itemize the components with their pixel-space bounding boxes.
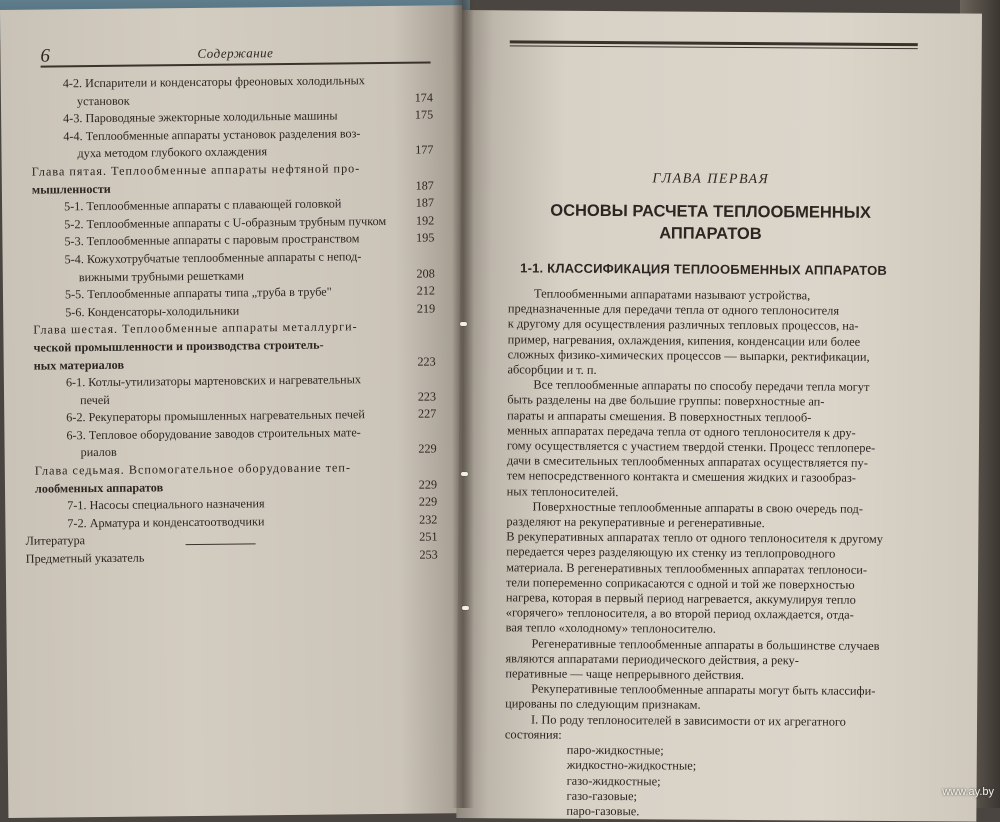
toc-entry-text: вижными трубными решетками xyxy=(78,267,245,284)
toc-entry-text: 6-1. Котлы-утилизаторы мартеновских и нагревательных xyxy=(65,372,362,390)
toc-entry-text: печей xyxy=(80,392,110,407)
text-line: предназначенные для передачи тепла от одного теплоносителя xyxy=(507,301,840,318)
toc-entry-text: 4-2. Испарители и конденсаторы фреоновых холодильных xyxy=(62,73,365,91)
watermark: www.ay.by xyxy=(942,786,994,798)
toc-entry-text: 7-1. Насосы специального назначения xyxy=(67,496,265,513)
text-line: являются аппаратами периодического действия, а реку- xyxy=(505,651,799,668)
toc-entry-text: ных материалов xyxy=(33,357,125,373)
chapter-label: ГЛАВА ПЕРВАЯ xyxy=(652,171,770,188)
toc-entry xyxy=(26,546,438,568)
page-number: 6 xyxy=(40,45,51,67)
toc-entry-text: 7-2. Арматура и конденсатоотводчики xyxy=(67,514,265,531)
toc-page-number: 195 xyxy=(416,230,435,245)
toc-entry-text: 5-1. Теплообменные аппараты с плавающей головкой xyxy=(63,196,342,214)
paragraph xyxy=(505,682,949,716)
list-item: жидкостно-жидкостные; xyxy=(566,758,697,773)
toc-page-number: 187 xyxy=(415,195,435,210)
top-rule-thin xyxy=(510,45,918,49)
toc-page-number: 175 xyxy=(414,107,434,122)
left-page xyxy=(0,5,470,818)
text-line: Все теплообменные аппараты по способу передачи тепла могут xyxy=(533,377,870,395)
chapter-title-line: ОСНОВЫ РАСЧЕТА ТЕПЛООБМЕННЫХ xyxy=(550,201,871,222)
toc-entry-text: 6-2. Рекуператоры промышленных нагревательных печей xyxy=(66,407,365,425)
toc-page-number: 219 xyxy=(416,301,436,316)
text-line: Поверхностные теплообменные аппараты в свою очередь под- xyxy=(532,499,863,516)
toc-page-number: 192 xyxy=(415,213,435,228)
toc-page-number: 253 xyxy=(419,547,438,562)
toc-page-number: 177 xyxy=(415,142,434,158)
binding-stitch xyxy=(461,472,468,476)
toc-page-number: 232 xyxy=(419,512,438,527)
toc-entry-text: 5-3. Теплообменные аппараты с паровым пространством xyxy=(64,231,360,249)
toc-entry-text: Литература xyxy=(25,533,86,549)
right-page xyxy=(456,10,982,822)
toc-page-number: 212 xyxy=(416,283,436,298)
list-item: паро-газовые. xyxy=(566,803,640,819)
paragraph xyxy=(507,286,952,380)
text-line: разделяют на рекуперативные и регенеративные. xyxy=(506,514,765,531)
toc-entry-text: Предметный указатель xyxy=(25,550,145,566)
chapter-title-line: АППАРАТОВ xyxy=(659,224,762,244)
text-line: Рекуперативные теплообменные аппараты могут быть классифи- xyxy=(531,681,876,699)
section-title: 1-1. КЛАССИФИКАЦИЯ ТЕПЛООБМЕННЫХ АППАРАТОВ xyxy=(520,260,888,278)
text-line: сложных физико-химических процессов — выпарки, ректификации, xyxy=(507,347,870,364)
toc-page-number: 208 xyxy=(416,265,435,281)
toc-entry-text: духа методом глубокого охлаждения xyxy=(77,144,268,161)
chapter-title xyxy=(500,199,920,246)
paragraph xyxy=(506,499,951,639)
toc-entry-text: 4-3. Пароводяные эжекторные холодильные машины xyxy=(63,108,338,126)
toc-page-number: 251 xyxy=(419,529,438,545)
text-line: перативные — чаще непрерывного действия. xyxy=(505,666,745,683)
text-line: Регенеративные теплообменные аппараты в большинстве случаев xyxy=(531,636,880,653)
toc-page-number: 223 xyxy=(417,353,436,369)
text-line: вая тепло «холодному» теплоносителю. xyxy=(505,620,716,637)
text-line: ных теплоносителей. xyxy=(506,483,619,499)
toc-page-number: 229 xyxy=(418,494,438,509)
text-line: «горячего» теплоносителя, а во второй период охлаждается, отда- xyxy=(505,605,854,623)
book-gutter xyxy=(452,0,474,808)
text-line: тели попеременно соприкасаются с одной и той же поверхностью xyxy=(505,575,855,592)
text-line: нагрева, которая в первый период нагревается, аккумулируя тепло xyxy=(505,590,856,607)
toc-page-number: 187 xyxy=(415,178,434,193)
paragraph xyxy=(507,378,952,503)
text-line: тем непосредственного контакта и смешения жидких и газообраз- xyxy=(506,468,856,486)
toc-entry-text: лообменных аппаратов xyxy=(34,479,164,496)
binding-stitch xyxy=(462,606,469,610)
list-item: паро-жидкостные; xyxy=(566,742,664,758)
toc-entry-text: 6-3. Тепловое оборудование заводов строительных мате- xyxy=(66,425,361,443)
toc-entry-text: 4-4. Теплообменные аппараты установок разделения воз- xyxy=(63,126,361,144)
list-item: газо-жидкостные; xyxy=(566,773,661,788)
toc-entry-text: Глава седьмая. Вспомогательное оборудование теп- xyxy=(34,460,352,478)
text-line: цированы по следующим признакам. xyxy=(505,696,701,713)
toc-entry-text: Глава шестая. Теплообменные аппараты металлурги- xyxy=(33,319,358,337)
table-of-contents xyxy=(21,71,438,568)
toc-page-number: 174 xyxy=(414,90,434,105)
toc-entry-text: риалов xyxy=(80,445,117,460)
text-line: I. По роду теплоносителей в зависимости от их агрегатного xyxy=(531,712,846,729)
toc-entry-text: установок xyxy=(76,93,130,108)
text-line: параты и аппараты смешения. В поверхностных теплооб- xyxy=(507,407,812,425)
toc-entry-text: мышленности xyxy=(31,181,111,197)
toc-page-number: 229 xyxy=(418,477,438,492)
text-line: состояния: xyxy=(504,727,562,742)
text-line: материала. В регенеративных теплообменных аппаратах теплоноси- xyxy=(506,559,868,577)
paragraph xyxy=(505,636,949,685)
toc-entry-text: 5-5. Теплообменные аппараты типа „труба в трубе" xyxy=(64,284,332,302)
text-line: Теплообменными аппаратами называют устройства, xyxy=(533,286,811,303)
text-line: быть разделены на две большие группы: поверхностные ап- xyxy=(507,392,825,409)
text-line: менных аппаратах передача тепла от одного теплоносителя к дру- xyxy=(507,423,856,440)
binding-stitch xyxy=(460,322,467,326)
text-line: гому осуществляется с участием твердой стенки. Процесс теплопере- xyxy=(506,438,876,455)
toc-page-number: 223 xyxy=(417,389,437,404)
body-text xyxy=(504,286,952,821)
toc-entry-text: 5-2. Теплообменные аппараты с U-образным трубным пучком xyxy=(64,213,387,232)
toc-entry-text: Глава пятая. Теплообменные аппараты нефтяной про- xyxy=(31,161,361,179)
running-title: Содержание xyxy=(197,45,274,61)
text-line: дачи в смесительных теплообменных аппаратах осуществляется пу- xyxy=(506,453,868,471)
toc-entry-text: ческой промышленности и производства строитель- xyxy=(33,337,324,355)
list-item: газо-газовые; xyxy=(566,788,638,803)
text-line: к другому для осуществления различных тепловых процессов, на- xyxy=(507,316,859,334)
toc-entry-text: 5-6. Конденсаторы-холодильники xyxy=(65,303,240,320)
text-line: пример, нагревания, охлаждения, кипения, конденсации или более xyxy=(507,331,861,349)
text-line: абсорбции и т. п. xyxy=(507,362,597,377)
text-line: В рекуперативных аппаратах тепло от одного теплоносителя к другому xyxy=(506,529,884,547)
paragraph xyxy=(505,712,949,746)
text-line: передается через разделяющую их стенку из теплопроводного xyxy=(506,544,836,562)
toc-entry-text: 5-4. Кожухотрубчатые теплообменные аппараты с непод- xyxy=(64,249,362,267)
toc-page-number: 229 xyxy=(418,441,437,457)
toc-page-number: 227 xyxy=(417,406,437,421)
